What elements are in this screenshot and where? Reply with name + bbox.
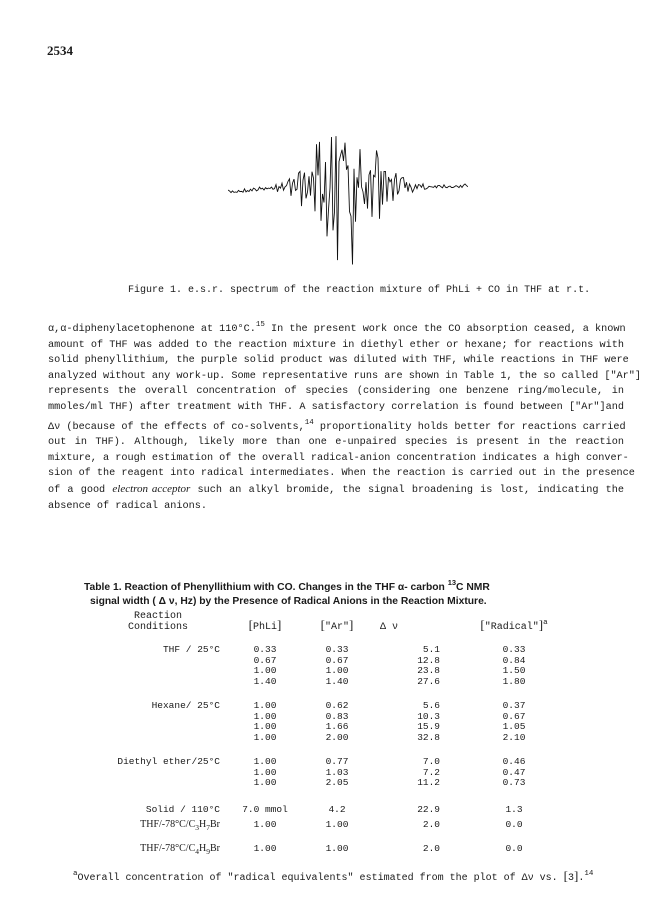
table-row [96, 844, 574, 858]
row-spacer [96, 743, 574, 757]
cell-delta-nu: 2.0 [422, 842, 440, 854]
text-line: represents the overall concentration of species (considering one benzene ring/molecule, in [48, 386, 624, 398]
header-ar: ["Ar"] [320, 616, 354, 633]
text-line: mixture, a rough estimation of the overall radical-anion concentration indicates a high conver- [48, 452, 629, 464]
text: proportionality holds better for reactions carried [313, 421, 626, 433]
formula-text: Br [210, 842, 220, 854]
reference-superscript: 15 [255, 321, 265, 329]
footnote-text: . [578, 873, 585, 884]
cell-condition: Diethyl ether/25°C [117, 756, 220, 767]
text: α,α-diphenylacetophenone at 110°C. [48, 324, 256, 335]
cell-radical: 1.50 [502, 665, 526, 676]
cell-delta-nu: 5.6 [422, 700, 440, 711]
text: such an alkyl bromide, the signal broadening is lost, indicating the [190, 484, 624, 496]
cell-radical: 2.10 [502, 731, 526, 743]
formula-text: H [199, 842, 207, 854]
cell-phli: 1.00 [253, 700, 277, 711]
text: Δν (because of the effects of co-solvents, [48, 421, 305, 433]
cell-condition [96, 677, 228, 688]
cell-condition: Hexane/ 25°C [151, 700, 220, 711]
body-paragraph [48, 318, 642, 514]
text-line: out in THF). Although, likely more than one e-unpaired species is present in the reaction [48, 437, 624, 449]
table-row [96, 701, 574, 712]
cell-phli: 7.0 mmol [242, 803, 288, 815]
cell-radical: 0.0 [505, 842, 523, 854]
cell-condition [96, 844, 228, 858]
figure-caption: Figure 1. e.s.r. spectrum of the reaction mixture of PhLi + CO in THF at r.t. [128, 285, 591, 296]
cell-ar: 1.00 [325, 819, 349, 830]
cell-condition [96, 820, 228, 834]
text-line: absence of radical anions. [48, 500, 207, 512]
cell-ar: 4.2 [328, 803, 346, 815]
header-delta-nu: Δ ν [380, 621, 399, 633]
cell-ar: 1.00 [325, 842, 349, 854]
cell-radical: 1.80 [502, 675, 526, 687]
cell-radical: 0.67 [502, 710, 526, 722]
table-row [96, 805, 574, 816]
cell-condition [96, 666, 228, 677]
header-conditions [96, 612, 228, 633]
cell-phli: 0.33 [253, 644, 277, 655]
cell-delta-nu: 23.8 [417, 665, 440, 676]
header-text: PhLi [252, 621, 277, 633]
text-line [48, 318, 624, 338]
formula-text: THF/-78°C/C [140, 842, 196, 854]
cell-condition [96, 656, 228, 667]
cell-condition [96, 768, 228, 779]
italic-text: electron acceptor [112, 482, 191, 495]
cell-ar: 0.67 [325, 654, 349, 666]
text-line: amount of THF was added to the reaction mixture in diethyl ether or hexane; for reactions with [48, 339, 624, 351]
cell-radical: 0.46 [502, 756, 526, 767]
table-header-row [96, 612, 574, 633]
cell-ar: 1.66 [325, 721, 349, 732]
formula-subscript: 9 [206, 846, 210, 856]
text-line: solid phenyllithium, the purple solid product was diluted with THF, while reactions in THF were [48, 355, 629, 367]
text-line: sion of the reagent into radical intermediates. When the reaction is carried out in the presence [48, 468, 635, 480]
table-row [96, 722, 574, 733]
esr-spectrum-trace [228, 136, 468, 264]
reference-superscript: 14 [304, 418, 314, 427]
formula-text: THF/-78°C/C [140, 819, 196, 830]
formula-subscript: 3 [195, 823, 200, 832]
header-radical: ["Radical"]$^a$ [480, 616, 548, 633]
cell-delta-nu: 7.0 [422, 756, 440, 767]
footnote-text: Overall concentration of "radical equivalents" estimated from the plot of Δν vs. [77, 873, 564, 884]
esr-spectrum-figure [228, 100, 468, 280]
cell-radical: 0.0 [505, 819, 523, 830]
table-title [84, 576, 624, 609]
table-title-text: C NMR [456, 582, 490, 593]
cell-phli: 1.00 [253, 756, 277, 767]
cell-ar: 0.77 [325, 756, 349, 767]
header-text: "Radical" [484, 621, 539, 633]
cell-radical: 0.84 [502, 654, 526, 666]
table-title-line2: signal width ( Δ ν, Hz) by the Presence of Radical Anions in the Reaction Mixture. [90, 596, 487, 607]
cell-ar: 0.83 [325, 710, 349, 722]
cell-delta-nu: 12.8 [417, 654, 440, 666]
cell-phli: 1.00 [253, 766, 277, 778]
header-text: Reaction [133, 611, 182, 622]
cell-condition: THF / 25°C [162, 644, 220, 655]
table-row [96, 778, 574, 789]
cell-radical: 0.33 [502, 644, 526, 655]
cell-ar: 1.40 [325, 675, 349, 687]
cell-ar: 1.00 [325, 665, 349, 676]
formula-text: Br [210, 819, 220, 830]
table-title-text: Table 1. Reaction of Phenyllithium with CO. Changes in the THF α- carbon [84, 582, 448, 593]
cell-delta-nu: 11.2 [417, 777, 440, 788]
formula-subscript: 4 [195, 846, 200, 856]
isotope-superscript: 13 [447, 578, 457, 587]
table-row [96, 733, 574, 744]
cell-phli: 0.67 [253, 654, 277, 666]
cell-phli: 1.40 [253, 675, 277, 687]
table-footnote: $^a$Overall concentration of "radical equivalents" estimated from the plot of Δν vs. [3].$^{14}$ [73, 868, 594, 884]
row-spacer [96, 687, 574, 701]
cell-radical: 1.05 [502, 721, 526, 732]
cell-condition: Solid / 110°C [145, 803, 220, 815]
cell-delta-nu: 22.9 [417, 803, 440, 815]
cell-phli: 1.00 [253, 842, 277, 854]
header-phli: [PhLi] [248, 616, 282, 633]
footnote-marker: a [543, 618, 548, 627]
text: of a good [48, 484, 113, 496]
header-text: Conditions [127, 621, 188, 633]
cell-phli: 1.00 [253, 819, 277, 830]
cell-delta-nu: 32.8 [417, 731, 440, 743]
header-text: "Ar" [324, 621, 349, 633]
cell-delta-nu: 15.9 [417, 721, 440, 732]
cell-condition [96, 733, 228, 744]
cell-ar: 0.33 [325, 644, 349, 655]
table-body [96, 612, 574, 857]
cell-radical: 0.47 [502, 766, 526, 778]
formula-subscript: 7 [206, 823, 210, 832]
cell-delta-nu: 27.6 [417, 675, 440, 687]
formula-text: H [199, 819, 207, 830]
cell-ar: 2.00 [325, 731, 349, 743]
data-table [96, 612, 574, 857]
cell-phli: 1.00 [253, 777, 277, 788]
cell-radical: 1.3 [505, 803, 523, 815]
cell-delta-nu: 2.0 [422, 819, 440, 830]
cell-radical: 0.37 [502, 700, 526, 711]
text-line [48, 482, 624, 499]
table-row [96, 757, 574, 768]
cell-condition [96, 712, 228, 723]
cell-phli: 1.00 [253, 731, 277, 743]
cell-condition [96, 722, 228, 733]
cell-delta-nu: 10.3 [417, 710, 440, 722]
cell-ar: 2.05 [325, 777, 349, 788]
table-row [96, 820, 574, 834]
cell-radical: 0.73 [502, 777, 526, 788]
footnote-ref: 3 [567, 873, 574, 884]
cell-phli: 1.00 [253, 665, 277, 676]
footnote-marker: a [73, 870, 78, 878]
cell-ar: 1.03 [325, 766, 349, 778]
cell-phli: 1.00 [253, 710, 277, 722]
table-row [96, 645, 574, 656]
row-spacer [96, 789, 574, 805]
cell-delta-nu: 5.1 [422, 644, 440, 655]
cell-delta-nu: 7.2 [422, 766, 440, 778]
text-line: analyzed without any work-up. Some representative runs are shown in Table 1, the so called ["Ar"] [48, 370, 642, 382]
table-row [96, 677, 574, 688]
text: In the present work once the CO absorption ceased, a known [264, 324, 626, 335]
cell-ar: 0.62 [325, 700, 349, 711]
cell-condition [96, 778, 228, 789]
cell-phli: 1.00 [253, 721, 277, 732]
table-row [96, 666, 574, 677]
text-line [48, 416, 624, 436]
reference-superscript: 14 [584, 870, 594, 878]
text-line: mmoles/ml THF) after treatment with THF. A satisfactory correlation is found between ["Ar"]and [48, 401, 624, 413]
page-number: 2534 [47, 43, 73, 58]
